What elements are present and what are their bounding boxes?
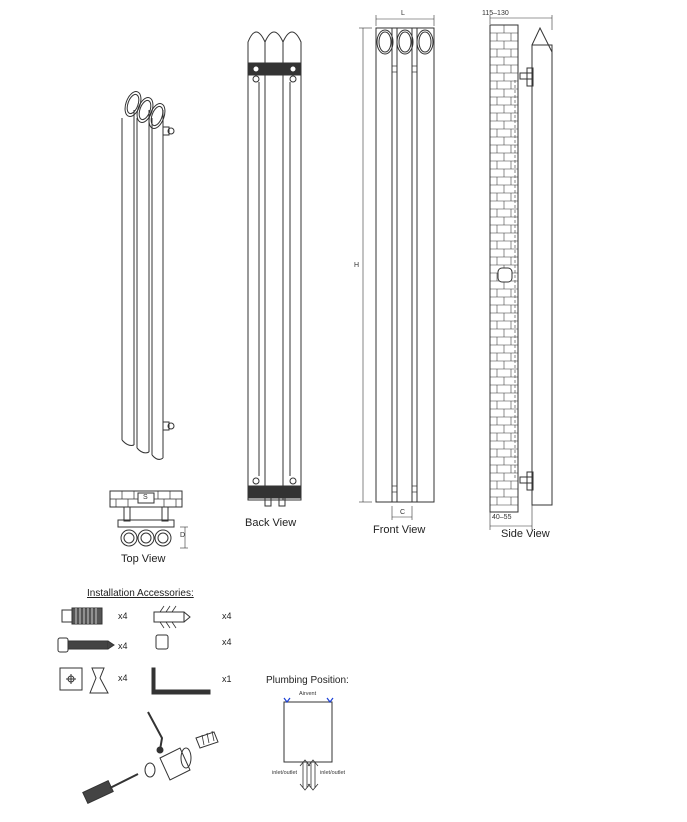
exploded-valve-assembly xyxy=(83,712,218,803)
qty-allen-key: x1 xyxy=(222,674,232,684)
perspective-radiator xyxy=(122,89,174,459)
accessory-allen-key xyxy=(152,668,210,694)
qty-screw: x4 xyxy=(118,641,128,651)
dimension-c: C xyxy=(400,509,406,516)
inlet-right-label: inlet/outlet xyxy=(320,770,346,776)
qty-wall-plug: x4 xyxy=(118,611,128,621)
brick-pattern xyxy=(490,25,518,505)
top-view-label: Top View xyxy=(121,553,166,565)
side-view-label: Side View xyxy=(501,528,550,540)
accessory-spacer-cap xyxy=(156,635,168,649)
accessory-screw xyxy=(58,638,114,652)
accessories-title: Installation Accessories: xyxy=(87,588,194,599)
top-view-drawing xyxy=(110,491,188,548)
dimension-wall-gap: 115–130 xyxy=(482,10,509,17)
accessory-spring-plug xyxy=(154,606,190,628)
inlet-left-label: inlet/outlet xyxy=(272,770,298,776)
airvent-label: Airvent xyxy=(299,691,317,697)
dimension-d: D xyxy=(180,532,186,539)
qty-spring-plug: x4 xyxy=(222,611,232,621)
plumbing-diagram xyxy=(284,698,333,790)
qty-spacer-cap: x4 xyxy=(222,637,232,647)
dimension-h: H xyxy=(354,262,360,269)
front-view-drawing xyxy=(359,15,434,520)
back-view-label: Back View xyxy=(245,517,297,529)
accessory-wall-plug xyxy=(62,608,102,624)
back-view-drawing xyxy=(248,32,301,506)
front-view-label: Front View xyxy=(373,524,426,536)
qty-bracket: x4 xyxy=(118,673,128,683)
side-view-drawing xyxy=(490,15,552,530)
dimension-bottom-gap: 40–55 xyxy=(492,514,512,521)
plumbing-title: Plumbing Position: xyxy=(266,675,349,686)
dimension-s: S xyxy=(143,494,148,501)
accessory-bracket xyxy=(60,668,108,693)
dimension-l: L xyxy=(401,10,405,17)
